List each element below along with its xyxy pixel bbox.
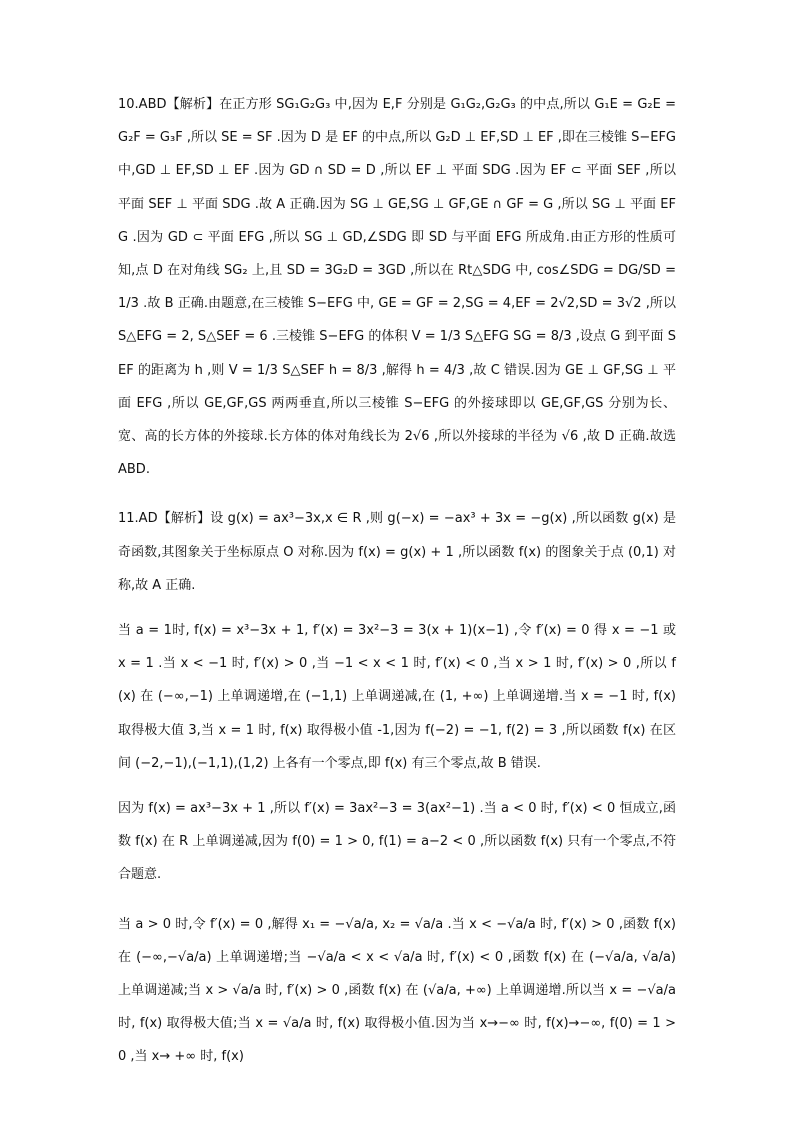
solution-paragraph-11: 11.AD【解析】设 g(x) = ax³−3x,x ∈ R ,则 g(−x) = −ax³ + 3x = −g(x) ,所以函数 g(x) 是奇函数,其图象关于坐标原点 O 对称.因为 f(x) = g(x) + 1 ,所以函数 f(x) 的图象关于点 (0,1) 对称,故 A 正确. [118,511,676,593]
solution-paragraph-11-case-a-positive: 当 a > 0 时,令 f′(x) = 0 ,解得 x₁ = −√a/a, x₂ = √a/a .当 x < −√a/a 时, f′(x) > 0 ,函数 f(x) 在 (−∞,−√a/a) 上单调递增;当 −√a/a < x < √a/a 时, f′(x) < 0 ,函数 f(x) 在 (−√a/a, √a/a) 上单调递减;当 x > √a/a 时, f′(x) > 0 ,函数 f(x) 在 (√a/a, +∞) 上单调递增.所以当 x = −√a/a 时, f(x) 取得极大值;当 x = √a/a 时, f(x) 取得极小值.因为当 x→−∞ 时, f(x)→−∞, f(0) = 1 > 0 ,当 x→ +∞ 时, f(x) [118,916,676,1065]
solution-paragraph-10: 10.ABD【解析】在正方形 SG₁G₂G₃ 中,因为 E,F 分别是 G₁G₂,G₂G₃ 的中点,所以 G₁E = G₂E = G₂F = G₃F ,所以 SE = SF .因为 D 是 EF 的中点,所以 G₂D ⊥ EF,SD ⊥ EF ,即在三棱锥 S−EFG 中,GD ⊥ EF,SD ⊥ EF .因为 GD ∩ SD = D ,所以 EF ⊥ 平面 SDG .因为 EF ⊂ 平面 SEF ,所以平面 SEF ⊥ 平面 SDG .故 A 正确.因为 SG ⊥ GE,SG ⊥ GF,GE ∩ GF = G ,所以 SG ⊥ 平面 EFG .因为 GD ⊂ 平面 EFG ,所以 SG ⊥ GD,∠SDG 即 SD 与平面 EFG 所成角.由正方形的性质可知,点 D 在对角线 SG₂ 上,且 SD = 3G₂D = 3GD ,所以在 Rt△SDG 中, cos∠SDG = DG/SD = 1/3 .故 B 正确.由题意,在三棱锥 S−EFG 中, GE = GF = 2,SG = 4,EF = 2√2,SD = 3√2 ,所以 S△EFG = 2, S△SEF = 6 .三棱锥 S−EFG 的体积 V = 1/3 S△EFG SG = 8/3 ,设点 G 到平面 SEF 的距离为 h ,则 V = 1/3 S△SEF h = 8/3 ,解得 h = 4/3 ,故 C 错误.因为 GE ⊥ GF,SG ⊥ 平面 EFG ,所以 GE,GF,GS 两两垂直,所以三棱锥 S−EFG 的外接球即以 GE,GF,GS 分别为长、宽、高的长方体的外接球.长方体的体对角线长为 2√6 ,所以外接球的半径为 √6 ,故 D 正确.故选 ABD. [118,97,676,478]
solution-paragraph-11-case-a-negative: 因为 f(x) = ax³−3x + 1 ,所以 f′(x) = 3ax²−3 = 3(ax²−1) .当 a < 0 时, f′(x) < 0 恒成立,函数 f(x) 在 R 上单调递减,因为 f(0) = 1 > 0, f(1) = a−2 < 0 ,所以函数 f(x) 只有一个零点,不符合题意. [118,801,676,883]
solution-paragraph-11-case-a1: 当 a = 1时, f(x) = x³−3x + 1, f′(x) = 3x²−3 = 3(x + 1)(x−1) ,令 f′(x) = 0 得 x = −1 或 x = 1 .当 x < −1 时, f′(x) > 0 ,当 −1 < x < 1 时, f′(x) < 0 ,当 x > 1 时, f′(x) > 0 ,所以 f(x) 在 (−∞,−1) 上单调递增,在 (−1,1) 上单调递减,在 (1, +∞) 上单调递增.当 x = −1 时, f(x) 取得极大值 3,当 x = 1 时, f(x) 取得极小值 -1,因为 f(−2) = −1, f(2) = 3 ,所以函数 f(x) 在区间 (−2,−1),(−1,1),(1,2) 上各有一个零点,即 f(x) 有三个零点,故 B 错误. [118,623,676,771]
